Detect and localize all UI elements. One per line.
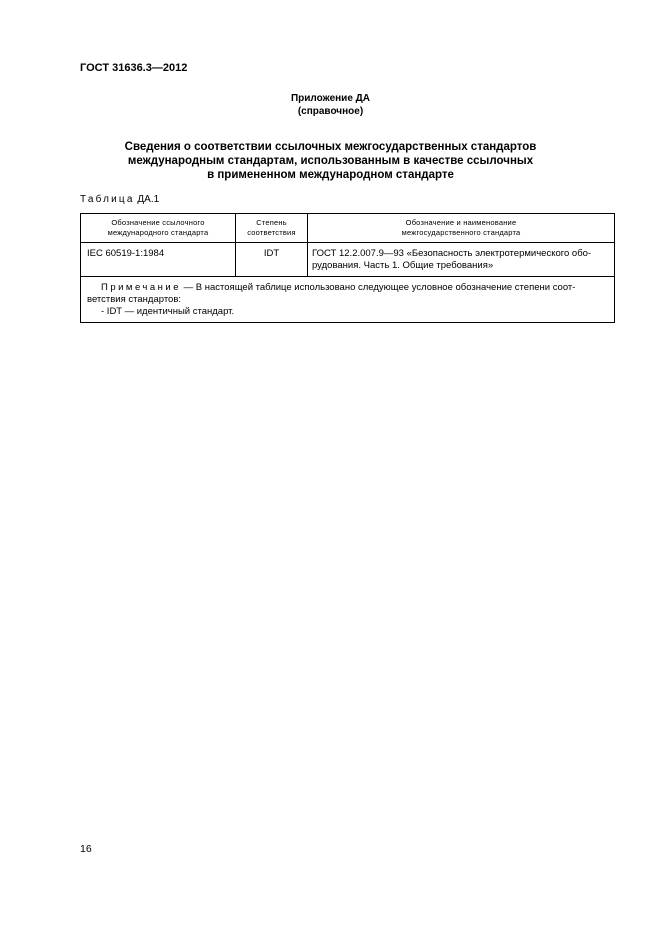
table-row — [81, 243, 615, 277]
note-line-3: - IDT — идентичный стандарт. — [101, 306, 235, 317]
note-word: Примечание — [101, 282, 181, 293]
note-line-2: ветствия стандартов: — [87, 294, 182, 305]
page-number: 16 — [80, 843, 92, 855]
cell-interstate-standard — [308, 243, 615, 277]
appendix-subtitle: (справочное) — [297, 106, 364, 117]
correspondence-table — [80, 213, 615, 323]
header-degree-line-2: соответствия — [247, 228, 296, 237]
note-line-1-text: — В настоящей таблице использовано следующее условное обозначение степени соот- — [181, 282, 576, 293]
header-degree — [236, 214, 308, 243]
header-intl-standard-line-1: Обозначение ссылочного — [111, 218, 205, 227]
note-line-1 — [87, 282, 608, 294]
header-degree-line-1: Степень — [256, 218, 287, 227]
header-interstate-line-2: межгосударственного стандарта — [401, 228, 521, 237]
cell-degree: IDT — [236, 243, 308, 277]
table-header-row — [81, 214, 615, 243]
table-note — [81, 277, 615, 323]
cell-interstate-line-2: рудования. Часть 1. Общие требования» — [312, 260, 494, 271]
header-interstate-line-1: Обозначение и наименование — [405, 218, 517, 227]
table-note-row — [81, 277, 615, 323]
document-code: ГОСТ 31636.3—2012 — [80, 62, 188, 74]
header-intl-standard-line-2: международного стандарта — [107, 228, 209, 237]
table-caption-word: Таблица — [80, 194, 135, 205]
section-title-line-1: Сведения о соответствии ссылочных межгосударственных стандартов — [124, 141, 537, 153]
section-title-line-3: в примененном международном стандарте — [207, 169, 454, 181]
table-caption — [80, 194, 159, 205]
header-intl-standard — [81, 214, 236, 243]
cell-intl-standard: IEC 60519-1:1984 — [81, 243, 236, 277]
cell-interstate-line-1: ГОСТ 12.2.007.9—93 «Безопасность электротермического обо- — [312, 248, 592, 259]
table-caption-number: ДА.1 — [137, 194, 160, 205]
section-title-line-2: международным стандартам, использованным в качестве ссылочных — [127, 155, 534, 167]
appendix-title: Приложение ДА — [290, 93, 371, 104]
header-interstate-standard — [308, 214, 615, 243]
